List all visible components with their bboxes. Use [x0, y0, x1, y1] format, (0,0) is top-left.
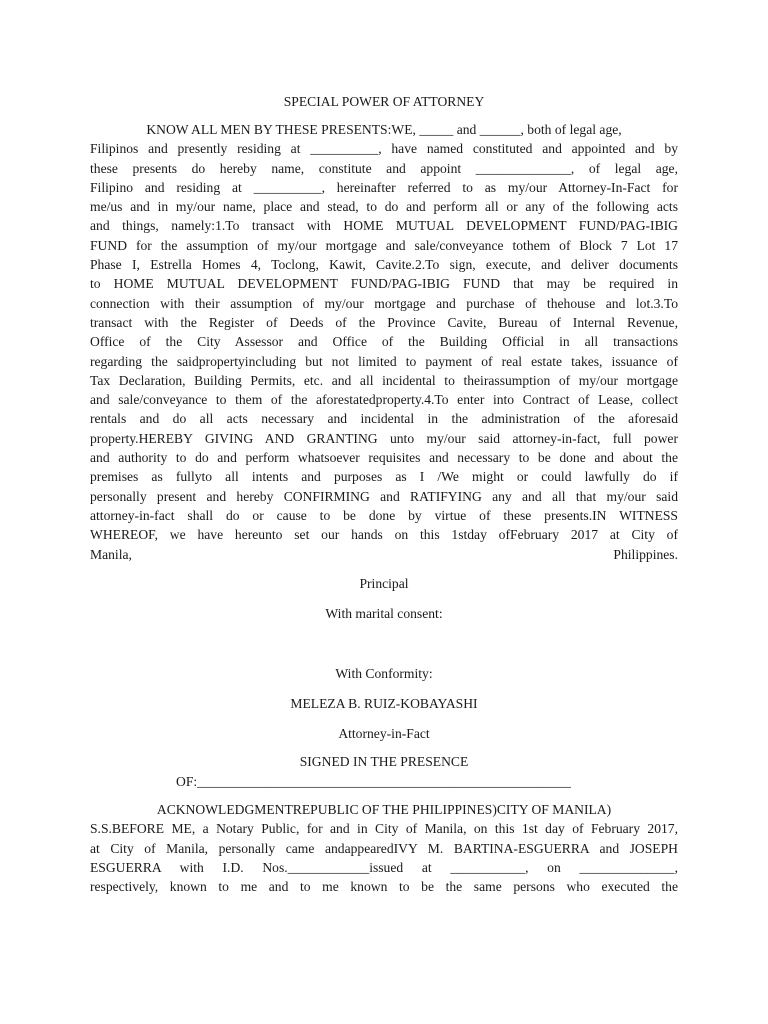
- body-paragraph: [90, 120, 678, 602]
- body-line: regarding the saidpropertyincluding but not limited to payment of real estate takes, issuance of: [90, 353, 678, 369]
- body-line: Phase I, Estrella Homes 4, Toclong, Kawit, Cavite.2.To sign, execute, and deliver documents: [90, 257, 678, 273]
- body-line: premises as fullyto all intents and purposes as I /We might or could lawfully do if: [90, 469, 678, 485]
- body-line: to HOME MUTUAL DEVELOPMENT FUND/PAG-IBIG FUND that may be required in: [90, 276, 678, 292]
- ack-line: respectively, known to me and to me known to be the same persons who executed the: [90, 879, 678, 895]
- attorney-name: MELEZA B. RUIZ-KOBAYASHI: [290, 696, 478, 711]
- body-line: rentals and do all acts necessary and incidental in the administration of the aforesaid: [90, 411, 678, 427]
- body-line: Filipinos and presently residing at __________, have named constituted and appointed and by: [90, 141, 678, 157]
- presence-signature-line: OF:_______________________________________________________: [176, 774, 571, 789]
- body-line: property.HEREBY GIVING AND GRANTING unto my/our said attorney-in-fact, full power: [90, 430, 678, 446]
- body-line: and sale/conveyance to them of the aforestatedproperty.4.To enter into Contract of Lease, collect: [90, 392, 678, 408]
- body-line: Office of the City Assessor and Office of the Building Official in all transactions: [90, 334, 678, 350]
- principal-label: Principal: [359, 576, 409, 591]
- body-line: attorney-in-fact shall do or cause to be done by virtue of these presents.IN WITNESS: [90, 507, 678, 523]
- marital-consent-label: With marital consent:: [325, 606, 443, 621]
- body-line: personally present and hereby CONFIRMING and RATIFYING any and all that my/our said: [90, 488, 678, 504]
- body-line: these presents do hereby name, constitute and appoint ______________, of legal age,: [90, 160, 678, 176]
- ack-line: ESGUERRA with I.D. Nos.____________issued at ___________, on ______________,: [90, 859, 678, 875]
- body-line: Tax Declaration, Building Permits, etc. and all incidental to theirassumption of my/our mortgage: [90, 372, 678, 388]
- ack-line: ACKNOWLEDGMENTREPUBLIC OF THE PHILIPPINES)CITY OF MANILA): [156, 802, 612, 817]
- body-line: transact with the Register of Deeds of the Province Cavite, Bureau of Internal Revenue,: [90, 314, 678, 330]
- document-title: SPECIAL POWER OF ATTORNEY: [283, 94, 485, 109]
- body-line: Filipino and residing at __________, hereinafter referred to as my/our Attorney-In-Fact for: [90, 179, 678, 195]
- body-line: WHEREOF, we have hereunto set our hands on this 1stday ofFebruary 2017 at City of: [90, 527, 678, 543]
- attorney-role: Attorney-in-Fact: [338, 726, 430, 741]
- body-line: Manila, Philippines.: [90, 546, 678, 562]
- body-line: and authority to do and perform whatsoever requisites and necessary to be done and about the: [90, 450, 678, 466]
- ack-line: S.S.BEFORE ME, a Notary Public, for and in City of Manila, on this 1st day of February 2017,: [90, 821, 678, 837]
- body-line: connection with their assumption of my/our mortgage and purchase of thehouse and lot.3.To: [90, 295, 678, 311]
- ack-line: at City of Manila, personally came andappearedIVY M. BARTINA-ESGUERRA and JOSEPH: [90, 840, 678, 856]
- body-line: me/us and in my/our name, place and stead, to do and perform all or any of the following acts: [90, 199, 678, 215]
- body-line: KNOW ALL MEN BY THESE PRESENTS:WE, _____ and ______, both of legal age,: [146, 122, 622, 137]
- body-line: and things, namely:1.To transact with HOME MUTUAL DEVELOPMENT FUND/PAG-IBIG: [90, 218, 678, 234]
- conformity-label: With Conformity:: [335, 666, 433, 681]
- signed-presence-label: SIGNED IN THE PRESENCE: [299, 754, 469, 769]
- body-line: FUND for the assumption of my/our mortgage and sale/conveyance tothem of Block 7 Lot 17: [90, 237, 678, 253]
- acknowledgment-paragraph: [90, 800, 678, 896]
